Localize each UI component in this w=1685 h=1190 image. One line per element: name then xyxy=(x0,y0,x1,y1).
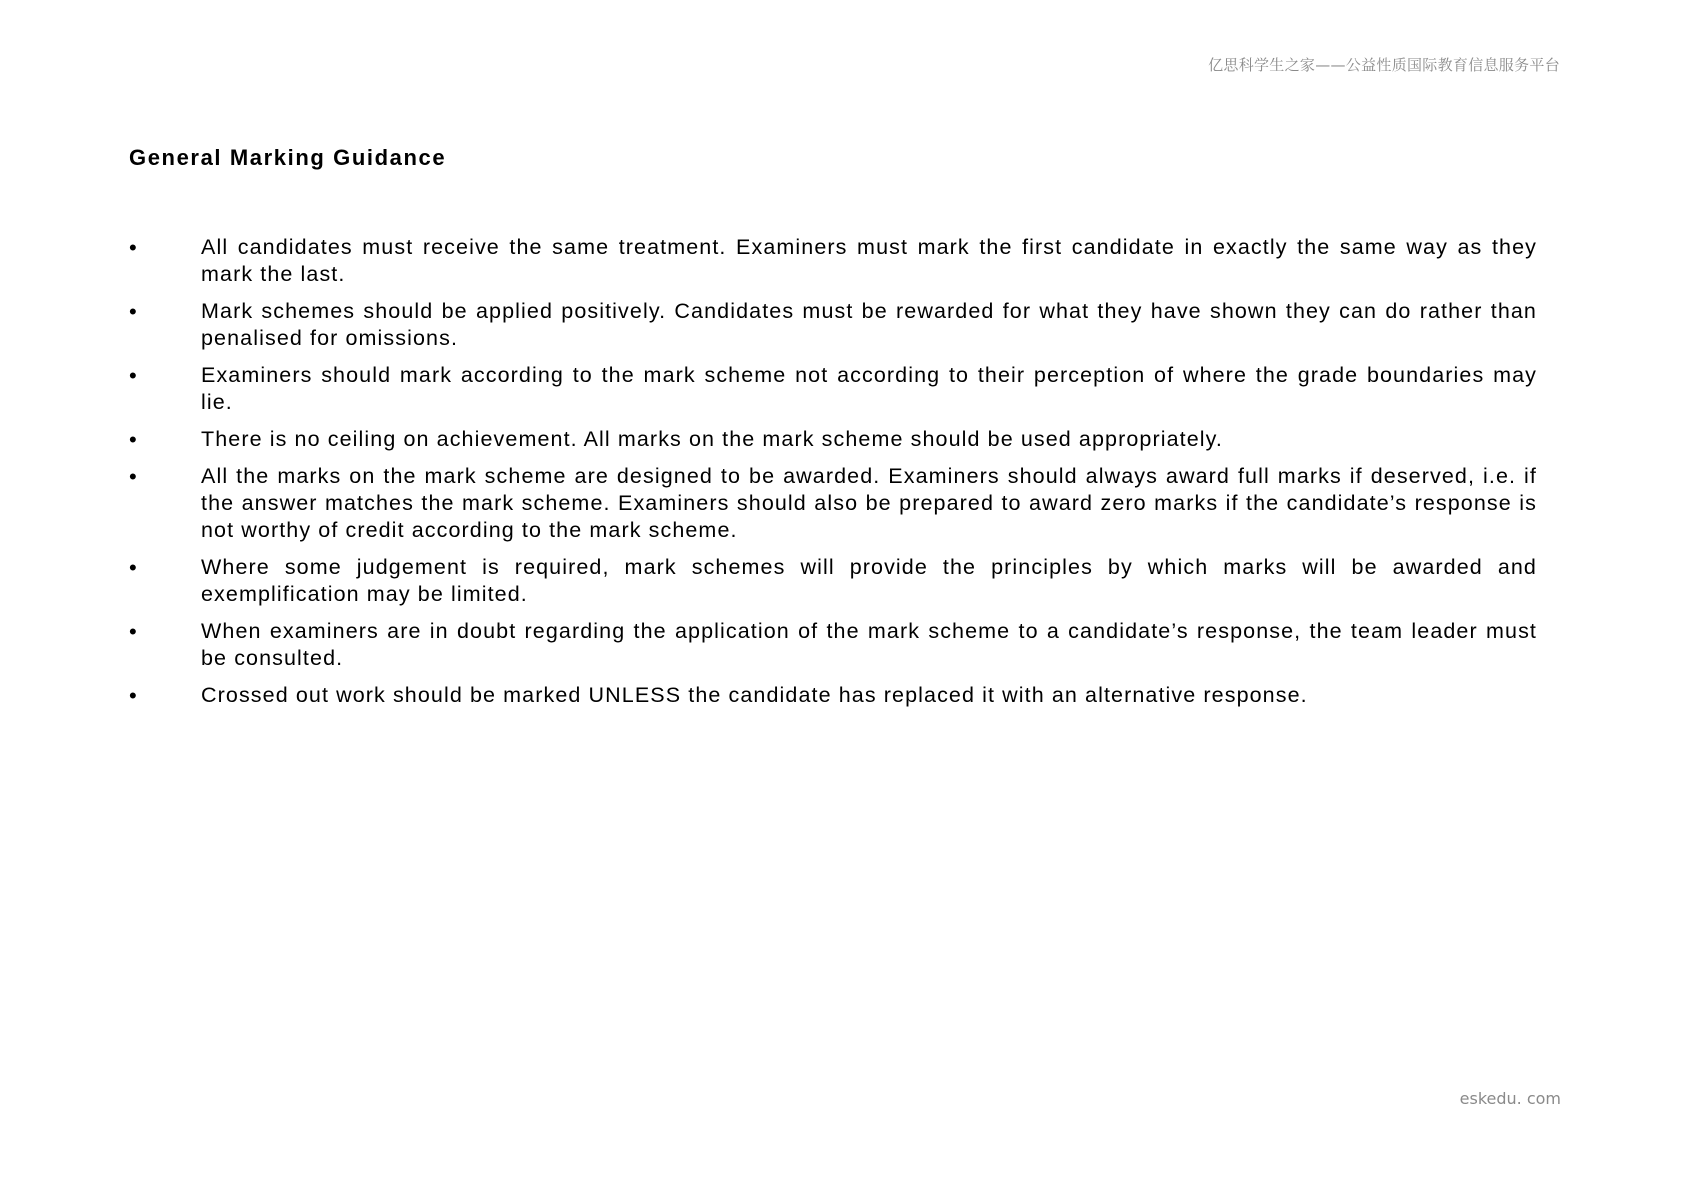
guidance-item-text: Examiners should mark according to the mark scheme not according to their perception of where the grade boundaries may lie. xyxy=(201,363,1537,414)
guidance-item xyxy=(129,682,1537,709)
bullet-icon: • xyxy=(129,683,137,708)
guidance-item xyxy=(129,426,1537,453)
guidance-item-text: All the marks on the mark scheme are designed to be awarded. Examiners should always award full marks if deserved, i.e. if the answer matches the mark scheme. Examiners should also be prepared to award zero marks if the candidate’s response is not worthy of credit according to the mark scheme. xyxy=(201,464,1537,542)
guidance-item-text: Where some judgement is required, mark schemes will provide the principles by which marks will be awarded and exemplification may be limited. xyxy=(201,555,1537,606)
document-heading: General Marking Guidance xyxy=(129,145,447,170)
guidance-item xyxy=(129,234,1537,288)
guidance-item-text: Crossed out work should be marked UNLESS the candidate has replaced it with an alternative response. xyxy=(201,683,1308,707)
page-header-watermark: 亿思科学生之家——公益性质国际教育信息服务平台 xyxy=(1208,56,1560,74)
guidance-item xyxy=(129,554,1537,608)
guidance-item xyxy=(129,362,1537,416)
guidance-item xyxy=(129,298,1537,352)
guidance-list xyxy=(129,234,1537,719)
bullet-icon: • xyxy=(129,464,137,489)
guidance-item-text: Mark schemes should be applied positively. Candidates must be rewarded for what they have shown they can do rather than penalised for omissions. xyxy=(201,299,1537,350)
bullet-icon: • xyxy=(129,619,137,644)
bullet-icon: • xyxy=(129,299,137,324)
bullet-icon: • xyxy=(129,363,137,388)
guidance-item-text: All candidates must receive the same treatment. Examiners must mark the first candidate in exactly the same way as they mark the last. xyxy=(201,235,1537,286)
bullet-icon: • xyxy=(129,555,137,580)
bullet-icon: • xyxy=(129,235,137,260)
guidance-item-text: When examiners are in doubt regarding the application of the mark scheme to a candidate’s response, the team leader must be consulted. xyxy=(201,619,1537,670)
guidance-item-text: There is no ceiling on achievement. All marks on the mark scheme should be used appropriately. xyxy=(201,427,1224,451)
bullet-icon: • xyxy=(129,427,137,452)
guidance-item xyxy=(129,618,1537,672)
page-footer-site: eskedu. com xyxy=(1459,1089,1561,1108)
guidance-item xyxy=(129,463,1537,544)
